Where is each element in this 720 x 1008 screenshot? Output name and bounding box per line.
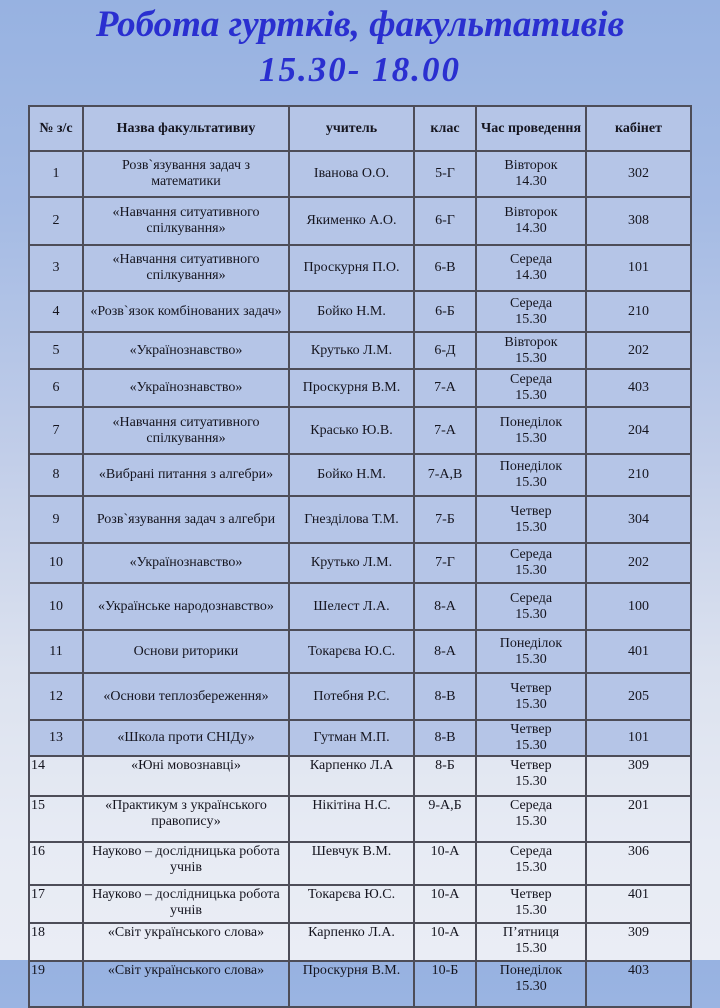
cell-time	[476, 543, 586, 583]
cell-teacher: Якименко А.О.	[289, 197, 414, 245]
cell-time	[476, 151, 586, 197]
cell-grade: 8-В	[414, 720, 476, 756]
table-row	[29, 756, 691, 796]
cell-room: 401	[586, 630, 691, 673]
cell-teacher: Проскурня В.М.	[289, 961, 414, 1007]
time-day: Понеділок	[499, 635, 563, 651]
time-day: Четвер	[510, 722, 552, 737]
cell-room: 309	[586, 923, 691, 961]
time-day: Понеділок	[499, 414, 563, 430]
cell-time	[476, 454, 586, 496]
cell-grade: 10-А	[414, 842, 476, 885]
cell-name: «Розв`язок комбінованих задач»	[83, 291, 289, 332]
time-hour: 15.30	[515, 606, 547, 622]
cell-name: «Світ українського слова»	[83, 923, 289, 961]
time-hour: 14.30	[515, 268, 547, 283]
cell-teacher: Гутман М.П.	[289, 720, 414, 756]
header-row	[29, 106, 691, 151]
page-title-line2: 15.30- 18.00	[259, 50, 461, 90]
cell-name: «Українознавство»	[83, 543, 289, 583]
cell-time	[476, 496, 586, 543]
table-row	[29, 151, 691, 197]
cell-num: 18	[29, 923, 83, 961]
table-row	[29, 673, 691, 720]
cell-grade: 8-А	[414, 583, 476, 630]
cell-time	[476, 961, 586, 1007]
cell-grade: 8-В	[414, 673, 476, 720]
cell-teacher: Проскурня В.М.	[289, 369, 414, 407]
cell-teacher: Іванова О.О.	[289, 151, 414, 197]
cell-num: 13	[29, 720, 83, 756]
cell-grade: 6-Д	[414, 332, 476, 369]
cell-room: 201	[586, 796, 691, 842]
col-header-teacher: учитель	[289, 106, 414, 151]
cell-room: 205	[586, 673, 691, 720]
cell-num: 5	[29, 332, 83, 369]
cell-teacher: Карпенко Л.А.	[289, 923, 414, 961]
time-day: Середа	[509, 252, 553, 267]
cell-num: 17	[29, 885, 83, 923]
cell-room: 202	[586, 543, 691, 583]
col-header-name: Назва факультативиу	[83, 106, 289, 151]
cell-time	[476, 369, 586, 407]
cell-teacher: Гнезділова Т.М.	[289, 496, 414, 543]
table-row	[29, 961, 691, 1007]
cell-name: «Навчання ситуативного спілкування»	[83, 197, 289, 245]
cell-grade: 6-Г	[414, 197, 476, 245]
time-hour: 15.30	[515, 979, 547, 994]
table-row	[29, 332, 691, 369]
schedule-table	[28, 105, 692, 1008]
time-day: Четвер	[510, 887, 552, 902]
cell-time	[476, 245, 586, 291]
time-day: Середа	[509, 590, 553, 606]
cell-room: 204	[586, 407, 691, 454]
cell-num: 4	[29, 291, 83, 332]
col-header-grade: клас	[414, 106, 476, 151]
cell-time	[476, 332, 586, 369]
time-day: Четвер	[510, 758, 552, 773]
time-hour: 15.30	[515, 814, 547, 829]
table-row	[29, 454, 691, 496]
cell-time	[476, 720, 586, 756]
time-hour: 15.30	[515, 696, 547, 712]
time-hour: 15.30	[515, 774, 547, 789]
table-row	[29, 630, 691, 673]
cell-grade: 6-В	[414, 245, 476, 291]
time-day: Середа	[509, 844, 553, 859]
table-row	[29, 923, 691, 961]
table-row	[29, 543, 691, 583]
time-hour: 15.30	[515, 519, 547, 535]
cell-name: Розв`язування задач з математики	[83, 151, 289, 197]
time-hour: 15.30	[515, 311, 547, 327]
cell-grade: 10-А	[414, 923, 476, 961]
cell-time	[476, 673, 586, 720]
time-day: Вівторок	[504, 205, 558, 220]
cell-teacher: Шевчук В.М.	[289, 842, 414, 885]
table-row	[29, 369, 691, 407]
time-hour: 15.30	[515, 860, 547, 875]
table-row	[29, 291, 691, 332]
cell-grade: 8-А	[414, 630, 476, 673]
cell-grade: 7-Г	[414, 543, 476, 583]
cell-room: 101	[586, 245, 691, 291]
cell-room: 202	[586, 332, 691, 369]
time-day: Четвер	[510, 503, 552, 519]
table-row	[29, 720, 691, 756]
cell-time	[476, 756, 586, 796]
time-day: П’ятниця	[502, 925, 560, 940]
time-hour: 14.30	[515, 174, 547, 189]
cell-grade: 7-А	[414, 407, 476, 454]
cell-room: 403	[586, 961, 691, 1007]
cell-num: 8	[29, 454, 83, 496]
cell-name: «Юні мовознавці»	[83, 756, 289, 796]
cell-grade: 10-Б	[414, 961, 476, 1007]
cell-room: 306	[586, 842, 691, 885]
cell-name: «Українознавство»	[83, 332, 289, 369]
cell-time	[476, 796, 586, 842]
cell-teacher: Токарєва Ю.С.	[289, 885, 414, 923]
time-day: Середа	[509, 547, 553, 562]
table-row	[29, 842, 691, 885]
time-hour: 15.30	[515, 903, 547, 918]
time-hour: 15.30	[515, 475, 547, 490]
cell-time	[476, 197, 586, 245]
cell-num: 11	[29, 630, 83, 673]
cell-time	[476, 842, 586, 885]
table-row	[29, 496, 691, 543]
page-title-line1: Робота гуртків, факультативів	[95, 4, 625, 45]
cell-name: «Школа проти СНІДу»	[83, 720, 289, 756]
cell-time	[476, 583, 586, 630]
cell-teacher: Красько Ю.В.	[289, 407, 414, 454]
table-row	[29, 197, 691, 245]
time-hour: 15.30	[515, 350, 547, 366]
cell-grade: 7-Б	[414, 496, 476, 543]
time-hour: 15.30	[515, 941, 547, 956]
cell-name: «Світ українського слова»	[83, 961, 289, 1007]
cell-teacher: Крутько Л.М.	[289, 332, 414, 369]
cell-teacher: Потебня Р.С.	[289, 673, 414, 720]
cell-time	[476, 291, 586, 332]
cell-grade: 10-А	[414, 885, 476, 923]
time-day: Четвер	[510, 680, 552, 696]
cell-grade: 7-А	[414, 369, 476, 407]
time-day: Середа	[509, 295, 553, 311]
page-title	[0, 2, 720, 92]
cell-grade: 8-Б	[414, 756, 476, 796]
cell-name: «Українське народознавство»	[83, 583, 289, 630]
time-day: Понеділок	[499, 963, 563, 978]
cell-grade: 7-А,В	[414, 454, 476, 496]
cell-name: Розв`язування задач з алгебри	[83, 496, 289, 543]
cell-room: 210	[586, 454, 691, 496]
cell-name: «Основи теплозбереження»	[83, 673, 289, 720]
cell-num: 7	[29, 407, 83, 454]
cell-teacher: Проскурня П.О.	[289, 245, 414, 291]
cell-teacher: Бойко Н.М.	[289, 291, 414, 332]
cell-num: 10	[29, 543, 83, 583]
col-header-room: кабінет	[586, 106, 691, 151]
table-row	[29, 245, 691, 291]
cell-grade: 6-Б	[414, 291, 476, 332]
cell-teacher: Шелест Л.А.	[289, 583, 414, 630]
cell-num: 10	[29, 583, 83, 630]
cell-time	[476, 407, 586, 454]
col-header-num: № з/с	[29, 106, 83, 151]
time-hour: 14.30	[515, 221, 547, 236]
cell-teacher: Нікітіна Н.С.	[289, 796, 414, 842]
table-row	[29, 583, 691, 630]
cell-num: 6	[29, 369, 83, 407]
time-hour: 15.30	[515, 388, 547, 403]
cell-name: «Навчання ситуативного спілкування»	[83, 407, 289, 454]
cell-num: 16	[29, 842, 83, 885]
cell-name: Науково – дослідницька робота учнів	[83, 842, 289, 885]
cell-grade: 9-А,Б	[414, 796, 476, 842]
cell-teacher: Крутько Л.М.	[289, 543, 414, 583]
cell-teacher: Токарєва Ю.С.	[289, 630, 414, 673]
time-hour: 15.30	[515, 563, 547, 578]
cell-num: 12	[29, 673, 83, 720]
cell-name: «Практикум з українського правопису»	[83, 796, 289, 842]
cell-teacher: Карпенко Л.А	[289, 756, 414, 796]
col-header-time: Час проведення	[476, 106, 586, 151]
cell-name: «Вибрані питання з алгебри»	[83, 454, 289, 496]
cell-room: 401	[586, 885, 691, 923]
cell-room: 100	[586, 583, 691, 630]
cell-num: 9	[29, 496, 83, 543]
cell-name: «Навчання ситуативного спілкування»	[83, 245, 289, 291]
time-day: Вівторок	[504, 334, 558, 350]
time-day: Середа	[509, 798, 553, 813]
time-hour: 15.30	[515, 430, 547, 446]
cell-teacher: Бойко Н.М.	[289, 454, 414, 496]
cell-num: 3	[29, 245, 83, 291]
cell-room: 309	[586, 756, 691, 796]
table-row	[29, 885, 691, 923]
cell-time	[476, 885, 586, 923]
time-day: Понеділок	[499, 459, 563, 474]
cell-num: 14	[29, 756, 83, 796]
cell-num: 19	[29, 961, 83, 1007]
schedule-body	[29, 151, 691, 1007]
cell-grade: 5-Г	[414, 151, 476, 197]
cell-room: 302	[586, 151, 691, 197]
cell-name: «Українознавство»	[83, 369, 289, 407]
table-row	[29, 796, 691, 842]
cell-num: 15	[29, 796, 83, 842]
cell-room: 210	[586, 291, 691, 332]
cell-room: 308	[586, 197, 691, 245]
cell-name: Основи риторики	[83, 630, 289, 673]
time-day: Вівторок	[504, 158, 558, 173]
time-hour: 15.30	[515, 651, 547, 667]
time-day: Середа	[509, 372, 553, 387]
cell-room: 403	[586, 369, 691, 407]
cell-num: 1	[29, 151, 83, 197]
time-hour: 15.30	[515, 738, 547, 753]
cell-room: 304	[586, 496, 691, 543]
cell-time	[476, 923, 586, 961]
cell-name: Науково – дослідницька робота учнів	[83, 885, 289, 923]
cell-time	[476, 630, 586, 673]
cell-num: 2	[29, 197, 83, 245]
table-row	[29, 407, 691, 454]
cell-room: 101	[586, 720, 691, 756]
